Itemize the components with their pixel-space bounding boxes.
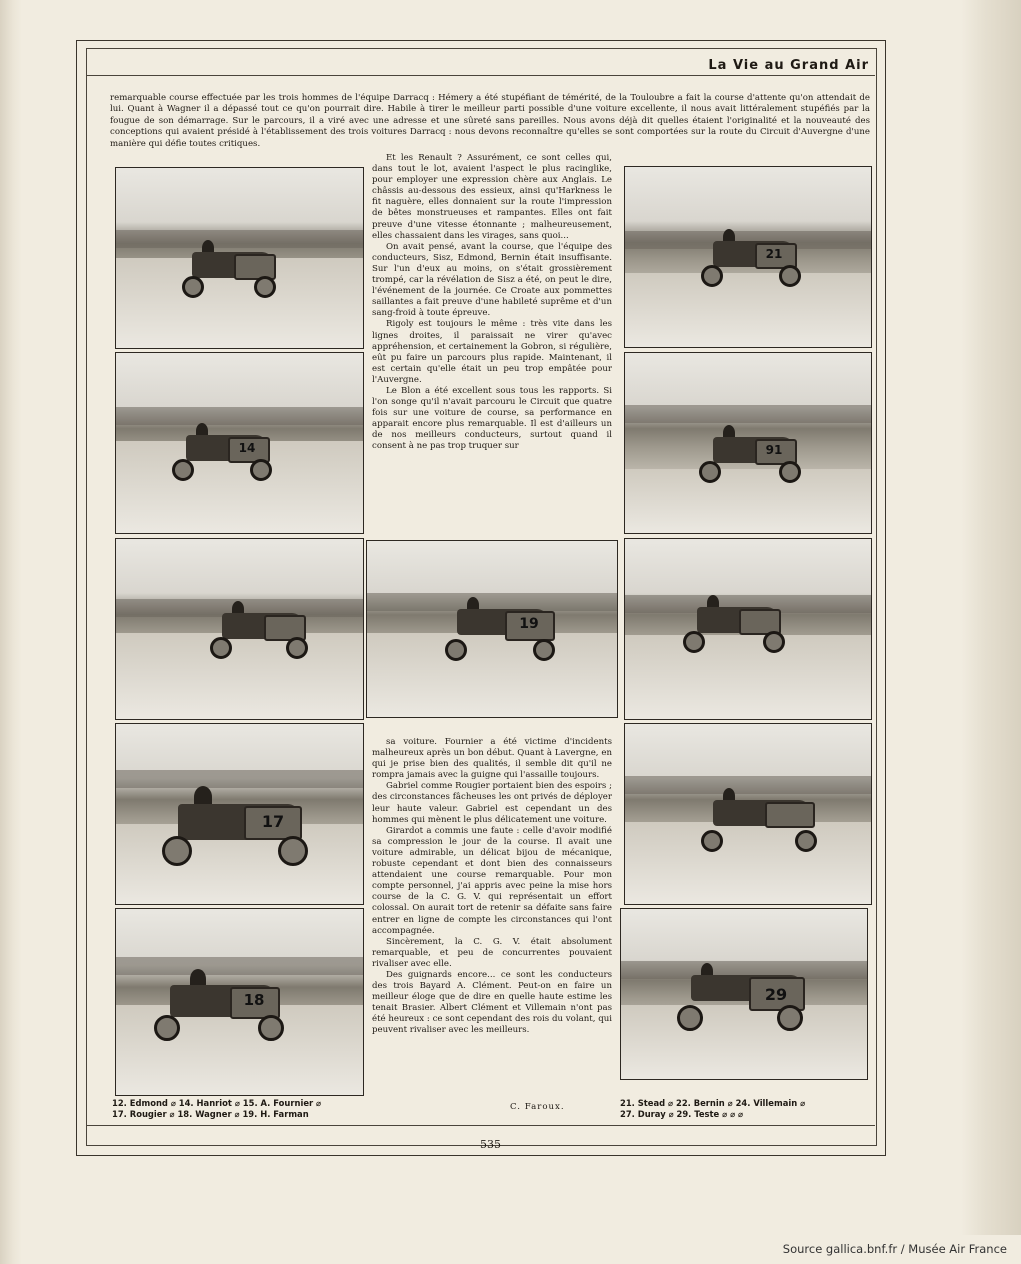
page-right-edge [961, 0, 1021, 1235]
header-rule [86, 75, 875, 76]
paragraph: Rigoly est toujours le même : très vite dans les lignes droites, il paraissait ne virer qu'avec appréhension, et certainement la Gobron, si régulière, eût pu faire un parcours plus rapide. Maintenant, il est certain qu'elle était un peu trop empâtée pour l'Auvergne. [372, 319, 612, 385]
paragraph: sa voiture. Fournier a été victime d'incidents malheureux après un bon début. Quant à Lavergne, en qui je prise bien des qualités, il semble dit qu'il ne rompra jamais avec la guigne qui l'assaille toujours. [372, 737, 612, 781]
race-photo-duray [624, 723, 872, 905]
race-photo-teste: 29 [620, 908, 868, 1080]
caption-left-line-1: 12. Edmond ⌀ 14. Hanriot ⌀ 15. A. Fournier ⌀ [112, 1098, 322, 1108]
race-photo-fournier [115, 538, 364, 720]
race-photo-wagner: 18 [115, 908, 364, 1096]
race-photo-villemain [624, 538, 872, 720]
race-photo-farman: 19 [366, 540, 618, 718]
paragraph: Le Blon a été excellent sous tous les rapports. Si l'on songe qu'il n'avait parcouru le Circuit que quatre fois sur une voiture de course, sa performance en apparait encore plus remarquable. Il est d'ailleurs un de nos meilleurs conducteurs, surtout quand il consent à ne pas trop truquer sur [372, 385, 612, 452]
paragraph: Des guignards encore... ce sont les conducteurs des trois Bayard A. Clément. Peut-on en faire un meilleur éloge que de dire en quelle haute estime les tenait Brasier. Albert Clément et Villemain n'ont pas été heureux : ce sont cependant des rois du volant, qui peuvent rivaliser avec les meilleurs. [372, 969, 612, 1036]
author-signature: C. Faroux. [510, 1102, 565, 1112]
footer-rule [86, 1125, 875, 1126]
race-photo-hanriot: 14 [115, 352, 364, 534]
caption-right-line-1: 21. Stead ⌀ 22. Bernin ⌀ 24. Villemain ⌀ [620, 1098, 806, 1108]
page-number: 535 [480, 1138, 501, 1151]
caption-right-line-2: 27. Duray ⌀ 29. Teste ⌀ ⌀ ⌀ [620, 1109, 744, 1119]
running-title: La Vie au Grand Air [708, 58, 869, 73]
center-column-upper [372, 153, 612, 453]
race-photo-bernin: 91 [624, 352, 872, 534]
race-photo-rougier: 17 [115, 723, 364, 905]
paragraph: Sincèrement, la C. G. V. était absolument remarquable, et peu de concurrentes pouvaient rivaliser avec elle. [372, 936, 612, 969]
paragraph: Girardot a commis une faute : celle d'avoir modifié sa compression le jour de la course. Il avait une voiture admirable, un délicat bijou de mécanique, robuste cependant et dont bien des connaisseurs attendaient une course remarquable. Pour mon compte personnel, j'ai appris avec peine la mise hors course de la C. G. V. qui représentait un effort colossal. On aurait tort de retenir sa défaite sans faire entrer en ligne de compte les circonstances qui l'ont accompagnée. [372, 825, 612, 936]
paragraph: On avait pensé, avant la course, que l'équipe des conducteurs, Sisz, Edmond, Bernin était insuffisante. Sur l'un d'eux au moins, on s'était grossièrement trompé, car la révélation de Sisz a été, on peut le dire, l'événement de la journée. Ce Croate aux pommettes saillantes a fait preuve d'une habileté suprême et d'un sang-froid à toute épreuve. [372, 241, 612, 319]
race-photo-stead: 21 [624, 166, 872, 348]
source-attribution[interactable]: Source gallica.bnf.fr / Musée Air France [782, 1242, 1007, 1256]
binding-edge [0, 0, 22, 1264]
race-photo-edmond [115, 167, 364, 349]
intro-paragraph: remarquable course effectuée par les trois hommes de l'équipe Darracq : Hémery a été stupéfiant de témérité, de la Touloubre a fait la course d'attente qu'on attendait de lui. Quant à Wagner il a dépassé tout ce qu'on pourrait dire. Habile à tirer le meilleur parti possible d'une voiture excellente, il nous avait littéralement stupéfiés par la fougue de son démarrage. Sur le parcours, il a viré avec une adresse et une sûreté sans pareilles. Nous avons déjà dit quelles étaient l'originalité et la nouveauté des conceptions qui avaient présidé à l'établissement des trois voitures Darracq : nous devons reconnaître qu'elles se sont comportées sur la route du Circuit d'Auvergne d'une manière qui défie toutes critiques. [110, 93, 870, 149]
paragraph: Et les Renault ? Assurément, ce sont celles qui, dans tout le lot, avaient l'aspect le plus racinglike, pour employer une expression chère aux Anglais. Le châssis au-dessous des essieux, ainsi qu'Harkness le fit naguère, elles donnaient sur la route l'impression de bêtes monstrueuses et rampantes. Elles ont fait preuve d'une vitesse étonnante ; malheureusement, elles chassaient dans les virages, sans quoi... [372, 153, 612, 241]
caption-left-line-2: 17. Rougier ⌀ 18. Wagner ⌀ 19. H. Farman [112, 1109, 309, 1119]
center-column-lower [372, 737, 612, 1037]
paragraph: Gabriel comme Rougier portaient bien des espoirs ; des circonstances fâcheuses les ont privés de déployer leur haute valeur. Gabriel est cependant un des hommes qui mènent le plus délicatement une voiture. [372, 781, 612, 825]
